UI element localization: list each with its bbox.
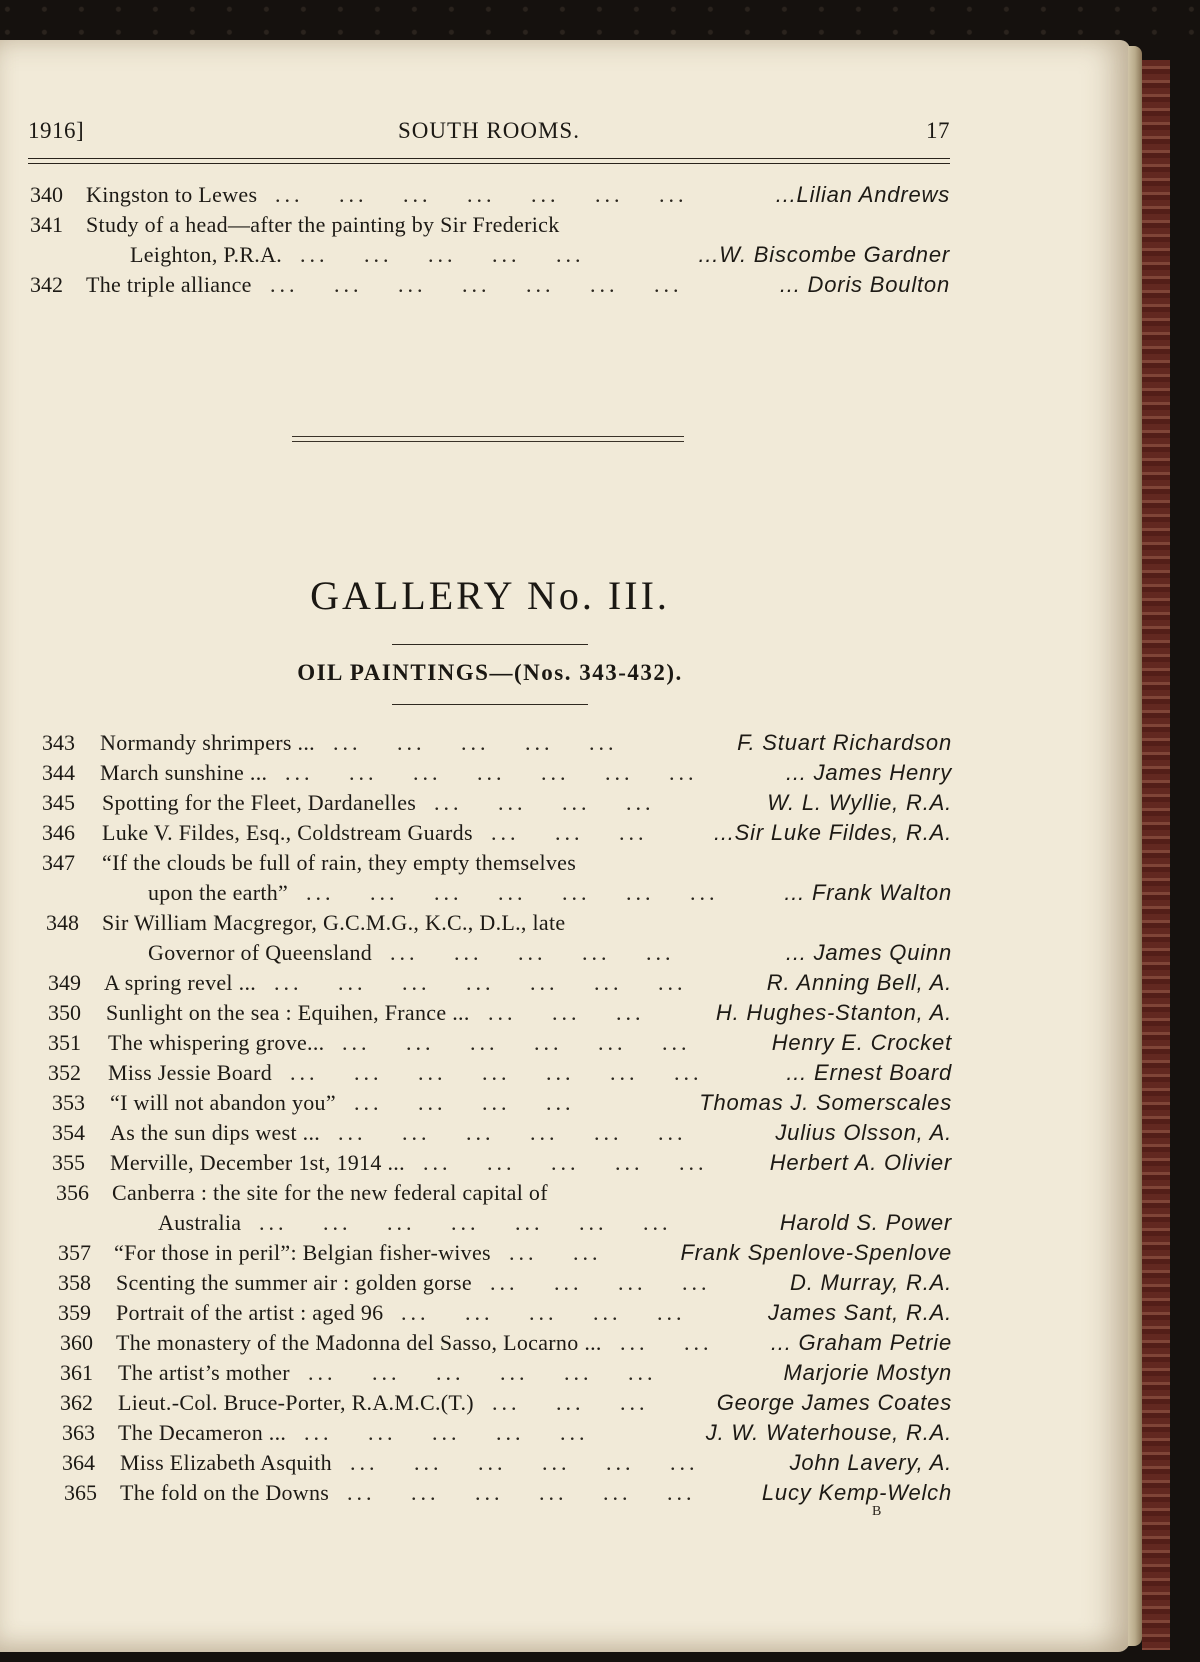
catalogue-entry — [0, 212, 950, 242]
entry-artist: Herbert A. Olivier — [769, 1150, 952, 1175]
page-edges — [1128, 46, 1142, 1646]
entry-artist: Frank Spenlove-Spenlove — [680, 1240, 952, 1265]
entry-artist: F. Stuart Richardson — [737, 730, 952, 755]
catalogue-entry — [0, 1420, 952, 1450]
entry-artist: ...Lilian Andrews — [775, 182, 950, 207]
entry-title: A spring revel ... — [104, 970, 257, 995]
entry-number: 356 — [56, 1180, 89, 1205]
header-rule — [28, 158, 950, 164]
leader-dots: ... ... ... ... ... ... — [347, 1480, 722, 1505]
entry-artist: ... Frank Walton — [784, 880, 952, 905]
entry-artist: Marjorie Mostyn — [783, 1360, 952, 1385]
entry-artist: George James Coates — [716, 1390, 952, 1415]
entry-title: The artist’s mother — [118, 1360, 290, 1385]
entry-number: 363 — [62, 1420, 95, 1445]
background-dark — [0, 0, 1200, 40]
entry-artist: James Sant, R.A. — [768, 1300, 952, 1325]
entry-artist: ... Graham Petrie — [770, 1330, 952, 1355]
entry-artist: ...W. Biscombe Gardner — [698, 242, 950, 267]
catalogue-entry — [0, 1120, 952, 1150]
page-number: 17 — [926, 118, 950, 143]
entry-artist: Harold S. Power — [779, 1210, 952, 1235]
catalogue-entry — [0, 820, 952, 850]
entry-title: As the sun dips west ... — [110, 1120, 321, 1145]
title-rule-top — [392, 644, 588, 645]
catalogue-entry — [0, 1150, 952, 1180]
entry-artist: ... Doris Boulton — [779, 272, 950, 297]
leader-dots: ... ... ... ... — [490, 1270, 737, 1295]
entry-number: 341 — [30, 212, 63, 237]
entry-title: “For those in peril”: Belgian fisher-wives — [114, 1240, 491, 1265]
catalogue-entry — [0, 1000, 952, 1030]
leader-dots: ... ... ... ... ... ... — [350, 1450, 725, 1475]
entry-title: Leighton, P.R.A. — [130, 242, 283, 267]
entry-artist: Henry E. Crocket — [771, 1030, 952, 1055]
entry-artist: ... James Henry — [785, 760, 952, 785]
catalogue-entry — [0, 940, 952, 970]
entry-title: Sunlight on the sea : Equihen, France ... — [106, 1000, 470, 1025]
leader-dots: ... ... ... ... ... ... ... — [290, 1060, 729, 1085]
catalogue-entry — [0, 1450, 952, 1480]
entry-title: The Decameron ... — [118, 1420, 287, 1445]
entry-number: 349 — [48, 970, 81, 995]
running-head — [28, 118, 950, 158]
leader-dots: ... ... — [620, 1330, 739, 1355]
leader-dots: ... ... ... ... — [354, 1090, 601, 1115]
entry-number: 342 — [30, 272, 63, 297]
leader-dots: ... ... ... ... ... — [333, 730, 644, 755]
leader-dots: ... ... — [509, 1240, 628, 1265]
entry-artist: ... Ernest Board — [786, 1060, 952, 1085]
catalogue-entry — [0, 1210, 952, 1240]
catalogue-entry — [0, 850, 952, 880]
catalogue-entry — [0, 1360, 952, 1390]
entry-title: “I will not abandon you” — [110, 1090, 336, 1115]
entry-title: Merville, December 1st, 1914 ... — [110, 1150, 405, 1175]
entry-number: 357 — [58, 1240, 91, 1265]
leader-dots: ... ... ... ... ... ... — [342, 1030, 717, 1055]
catalogue-entry — [0, 1330, 952, 1360]
entry-number: 362 — [60, 1390, 93, 1415]
catalogue-entry — [0, 1270, 952, 1300]
catalogue-entry — [0, 910, 952, 940]
book-spine — [1142, 60, 1170, 1650]
entry-title: The fold on the Downs — [120, 1480, 330, 1505]
entry-title: March sunshine ... — [100, 760, 268, 785]
catalogue-entry — [0, 790, 952, 820]
catalogue-entry — [0, 1090, 952, 1120]
entry-number: 353 — [52, 1090, 85, 1115]
section-title: OIL PAINTINGS—(Nos. 343-432). — [297, 660, 683, 685]
leader-dots: ... ... ... ... ... ... ... — [274, 970, 713, 995]
entry-number: 358 — [58, 1270, 91, 1295]
leader-dots: ... ... ... — [491, 820, 674, 845]
entry-number: 352 — [48, 1060, 81, 1085]
entry-title: Luke V. Fildes, Esq., Coldstream Guards — [102, 820, 473, 845]
catalogue-entry — [0, 1480, 952, 1510]
catalogue-entry — [0, 1030, 952, 1060]
entry-artist: J. W. Waterhouse, R.A. — [705, 1420, 952, 1445]
entry-title: Canberra : the site for the new federal capital of — [112, 1180, 548, 1205]
entry-title: Study of a head—after the painting by Sir Frederick — [86, 212, 560, 237]
entry-title: Sir William Macgregor, G.C.M.G., K.C., D.L., late — [102, 910, 566, 935]
entry-number: 347 — [42, 850, 75, 875]
entry-title: The whispering grove... — [108, 1030, 325, 1055]
entry-artist: Julius Olsson, A. — [775, 1120, 952, 1145]
leader-dots: ... ... ... — [492, 1390, 675, 1415]
leader-dots: ... ... ... ... ... ... ... — [306, 880, 745, 905]
entry-number: 364 — [62, 1450, 95, 1475]
catalogue-entry — [0, 242, 950, 272]
leader-dots: ... ... ... ... ... ... — [308, 1360, 683, 1385]
entry-number: 361 — [60, 1360, 93, 1385]
entry-number: 354 — [52, 1120, 85, 1145]
entry-title: Miss Elizabeth Asquith — [120, 1450, 332, 1475]
catalogue-entry — [0, 730, 952, 760]
entry-number: 348 — [46, 910, 79, 935]
entry-number: 350 — [48, 1000, 81, 1025]
entry-artist: ... James Quinn — [785, 940, 952, 965]
leader-dots: ... ... ... ... ... ... ... — [285, 760, 724, 785]
catalogue-entry — [0, 1060, 952, 1090]
entry-number: 346 — [42, 820, 75, 845]
entry-title: “If the clouds be full of rain, they empty themselves — [102, 850, 577, 875]
gallery-title: GALLERY No. III. — [310, 573, 670, 618]
leader-dots: ... ... ... ... ... ... ... — [270, 272, 709, 297]
entry-artist: W. L. Wyllie, R.A. — [767, 790, 952, 815]
entry-title: Australia — [158, 1210, 242, 1235]
running-head-year: 1916] — [28, 118, 85, 143]
entry-number: 343 — [42, 730, 75, 755]
leader-dots: ... ... ... — [488, 1000, 671, 1025]
catalogue-entry — [0, 880, 952, 910]
entry-title: The triple alliance — [86, 272, 252, 297]
entry-title: Kingston to Lewes — [86, 182, 258, 207]
entry-artist: H. Hughes-Stanton, A. — [715, 1000, 952, 1025]
section-divider — [292, 436, 684, 442]
leader-dots: ... ... ... ... ... — [401, 1300, 712, 1325]
leader-dots: ... ... ... ... ... ... ... — [259, 1210, 698, 1235]
leader-dots: ... ... ... ... ... ... ... — [275, 182, 714, 207]
entry-title: Miss Jessie Board — [108, 1060, 272, 1085]
catalogue-entry — [0, 1240, 952, 1270]
entry-number: 344 — [42, 760, 75, 785]
leader-dots: ... ... ... ... ... — [390, 940, 701, 965]
entry-artist: John Lavery, A. — [789, 1450, 952, 1475]
entry-artist: D. Murray, R.A. — [790, 1270, 952, 1295]
entry-title: The monastery of the Madonna del Sasso, Locarno ... — [116, 1330, 602, 1355]
entry-number: 340 — [30, 182, 63, 207]
leader-dots: ... ... ... ... ... — [300, 242, 611, 267]
entry-number: 355 — [52, 1150, 85, 1175]
entry-number: 359 — [58, 1300, 91, 1325]
catalogue-entry — [0, 760, 952, 790]
leader-dots: ... ... ... ... ... — [304, 1420, 615, 1445]
entry-number: 360 — [60, 1330, 93, 1355]
entry-title: upon the earth” — [148, 880, 289, 905]
entry-title: Portrait of the artist : aged 96 — [116, 1300, 384, 1325]
catalogue-entry — [0, 970, 952, 1000]
entry-number: 345 — [42, 790, 75, 815]
entry-title: Governor of Queensland — [148, 940, 373, 965]
catalogue-entry — [0, 1390, 952, 1420]
entry-title: Scenting the summer air : golden gorse — [116, 1270, 472, 1295]
entry-number: 365 — [64, 1480, 97, 1505]
title-rule-bottom — [392, 704, 588, 705]
running-head-title: SOUTH ROOMS. — [398, 118, 580, 143]
entry-title: Lieut.-Col. Bruce-Porter, R.A.M.C.(T.) — [118, 1390, 474, 1415]
catalogue-entry — [0, 272, 950, 302]
leader-dots: ... ... ... ... ... — [423, 1150, 734, 1175]
signature-mark: B — [872, 1504, 882, 1519]
entry-artist: ...Sir Luke Fildes, R.A. — [713, 820, 952, 845]
leader-dots: ... ... ... ... ... ... — [338, 1120, 713, 1145]
catalogue-entry — [0, 1300, 952, 1330]
entry-number: 351 — [48, 1030, 81, 1055]
catalogue-entry — [0, 1180, 952, 1210]
entry-title: Spotting for the Fleet, Dardanelles — [102, 790, 417, 815]
catalogue-entry — [0, 182, 950, 212]
leader-dots: ... ... ... ... — [434, 790, 681, 815]
entry-artist: R. Anning Bell, A. — [766, 970, 952, 995]
entry-title: Normandy shrimpers ... — [100, 730, 315, 755]
entry-artist: Lucy Kemp-Welch — [761, 1480, 952, 1505]
entry-artist: Thomas J. Somerscales — [699, 1090, 952, 1115]
